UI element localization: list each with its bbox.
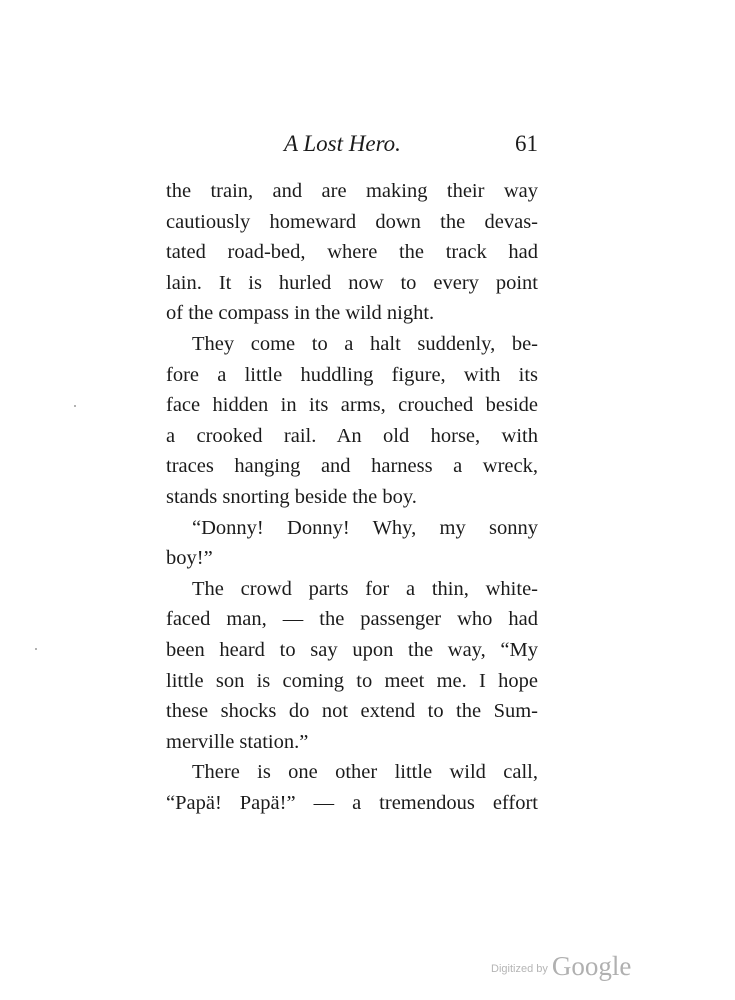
google-wordmark: Google [551,951,632,981]
text-line: traces hanging and harness a wreck, [166,455,538,478]
text-line: tated road-bed, where the track had [166,241,538,264]
digitized-by-google-watermark [491,951,631,985]
text-line: of the compass in the wild night. [166,302,435,325]
running-title: A Lost Hero. [284,131,401,156]
body-text [166,176,538,818]
digitized-label: Digitized by [491,963,548,975]
text-line: face hidden in its arms, crouched beside [166,394,538,417]
text-line: There is one other little wild call, [192,761,538,784]
text-line: fore a little huddling figure, with its [166,363,538,386]
text-line: cautiously homeward down the devas- [166,210,538,233]
text-line: the train, and are making their way [166,180,538,202]
text-line: boy!” [166,547,213,570]
text-line: lain. It is hurled now to every point [166,271,538,294]
text-line: faced man, — the passenger who had [166,608,538,631]
page-number: 61 [515,131,538,156]
text-line: The crowd parts for a thin, white- [192,577,538,600]
text-line: stands snorting beside the boy. [166,485,417,508]
text-line: “Papä! Papä!” — a tremendous effort [166,791,538,814]
text-line: been heard to say upon the way, “My [166,638,538,661]
running-head [166,126,538,162]
text-line: a crooked rail. An old horse, with [166,424,538,447]
text-line: “Donny! Donny! Why, my sonny [192,516,538,539]
text-line: merville station.” [166,730,309,753]
text-line: these shocks do not extend to the Sum- [166,700,538,723]
scan-speck [74,405,76,407]
scan-speck [35,648,37,650]
text-line: little son is coming to meet me. I hope [166,669,538,692]
text-line: They come to a halt suddenly, be- [192,332,538,355]
